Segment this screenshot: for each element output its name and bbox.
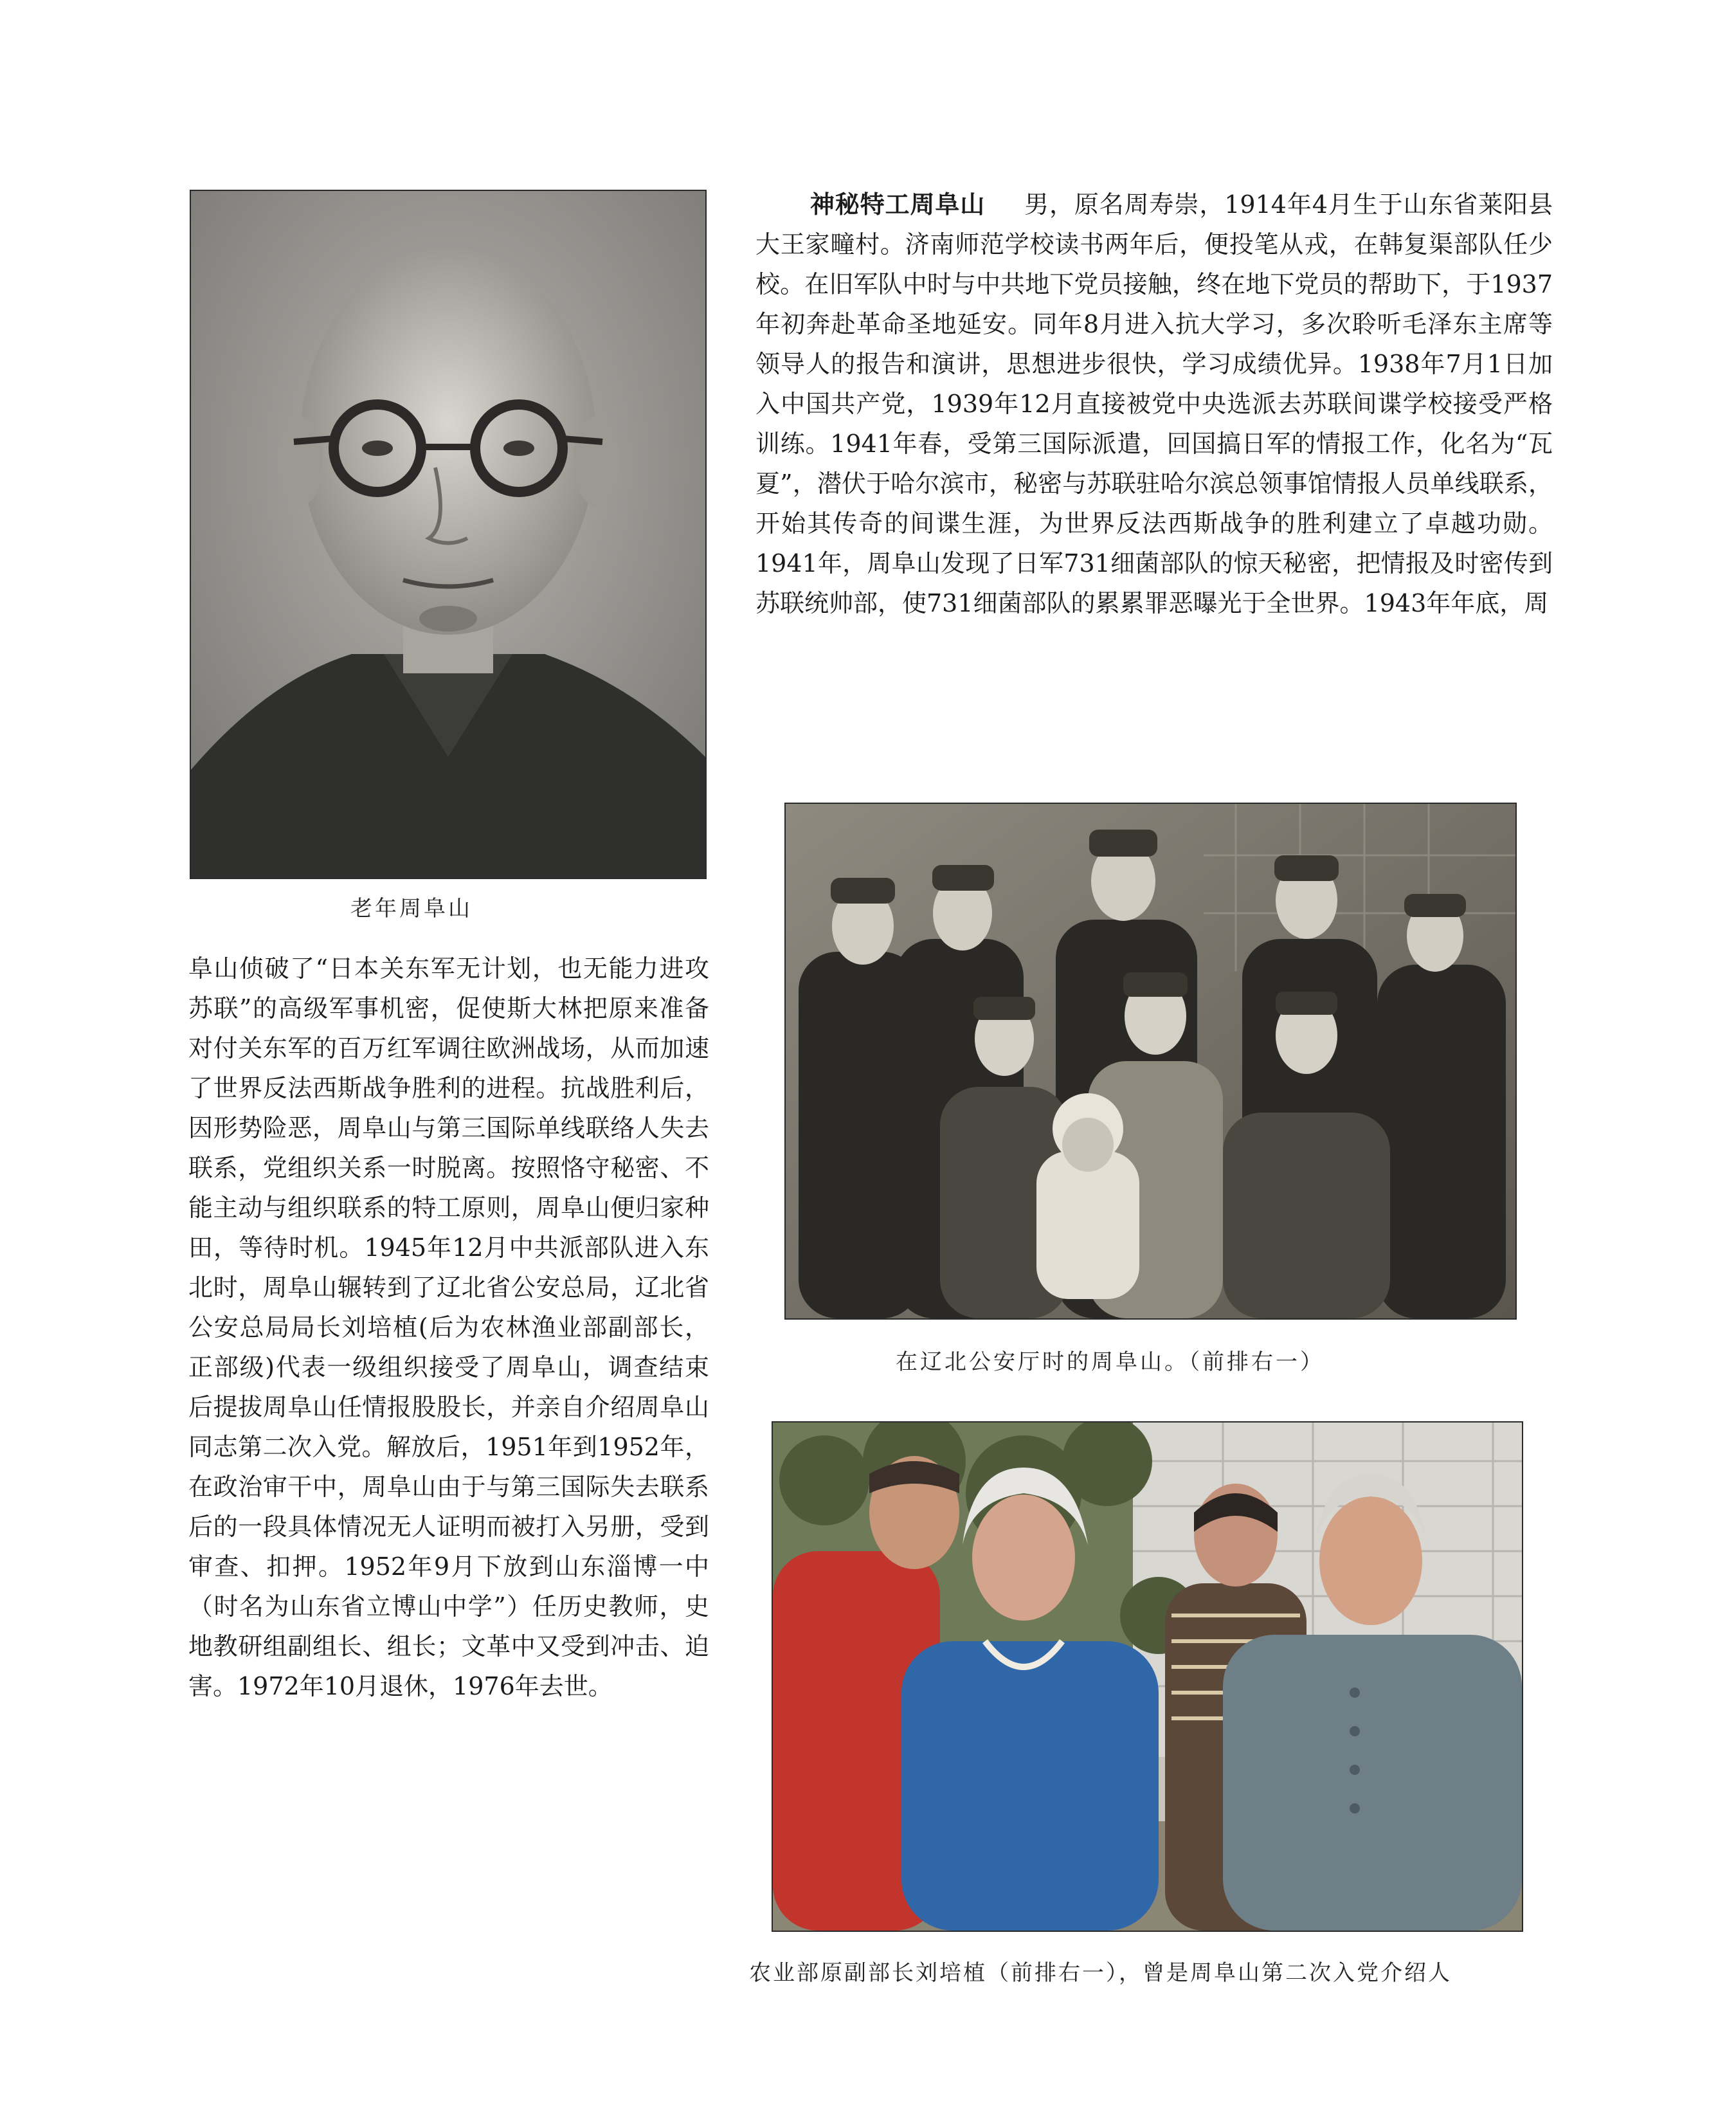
color-caption: 农业部原副部长刘培植（前排右一），曾是周阜山第二次入党介绍人 — [749, 1960, 1452, 1986]
article-continued — [188, 949, 709, 1706]
group-caption: 在辽北公安厅时的周阜山。（前排右一） — [896, 1349, 1325, 1375]
portrait-caption: 老年周阜山 — [350, 896, 473, 922]
article-continued-text: 阜山侦破了“日本关东军无计划，也无能力进攻苏联”的高级军事机密，促使斯大林把原来准备对付关东军的百万红军调往欧洲战场，从而加速了世界反法西斯战争胜利的进程。抗战胜利后，因形势险恶，周阜山与第三国际单线联络人失去联系，党组织关系一时脱离。按照恪守秘密、不能主动与组织联系的特工原则，周阜山便归家种田，等待时机。1945年12月中共派部队进入东北时，周阜山辗转到了辽北省公安总局，辽北省公安总局局长刘培植(后为农林渔业部副部长，正部级)代表一级组织接受了周阜山，调查结束后提拔周阜山任情报股股长，并亲自介绍周阜山同志第二次入党。解放后，1951年到1952年，在政治审干中，周阜山由于与第三国际失去联系后的一段具体情况无人证明而被打入另册，受到审查、扣押。1952年9月下放到山东淄博一中（时名为山东省立博山中学”）任历史教师，史地教研组副组长、组长；文革中又受到冲击、迫害。1972年10月退休，1976年去世。 — [188, 954, 709, 1700]
portrait-photo — [190, 190, 707, 879]
article-title: 神秘特工周阜山 — [809, 190, 986, 219]
article-intro-text: 男，原名周寿崇，1914年4月生于山东省莱阳县大王家疃村。济南师范学校读书两年后，便投笔从戎，在韩复渠部队任少校。在旧军队中时与中共地下党员接触，终在地下党员的帮助下，于1937年初奔赴革命圣地延安。同年8月进入抗大学习，多次聆听毛泽东主席等领导人的报告和演讲，思想进步很快，学习成绩优异。1938年7月1日加入中国共产党，1939年12月直接被党中央选派去苏联间谍学校接受严格训练。1941年春，受第三国际派遣，回国搞日军的情报工作，化名为“瓦夏”，潜伏于哈尔滨市，秘密与苏联驻哈尔滨总领事馆情报人员单线联系，开始其传奇的间谍生涯，为世界反法西斯战争的胜利建立了卓越功勋。1941年，周阜山发现了日军731细菌部队的惊天秘密，把情报及时密传到苏联统帅部，使731细菌部队的累累罪恶曝光于全世界。1943年年底，周 — [755, 190, 1553, 617]
color-photo — [772, 1421, 1523, 1932]
group-photo — [784, 803, 1517, 1320]
article-intro — [755, 185, 1553, 623]
